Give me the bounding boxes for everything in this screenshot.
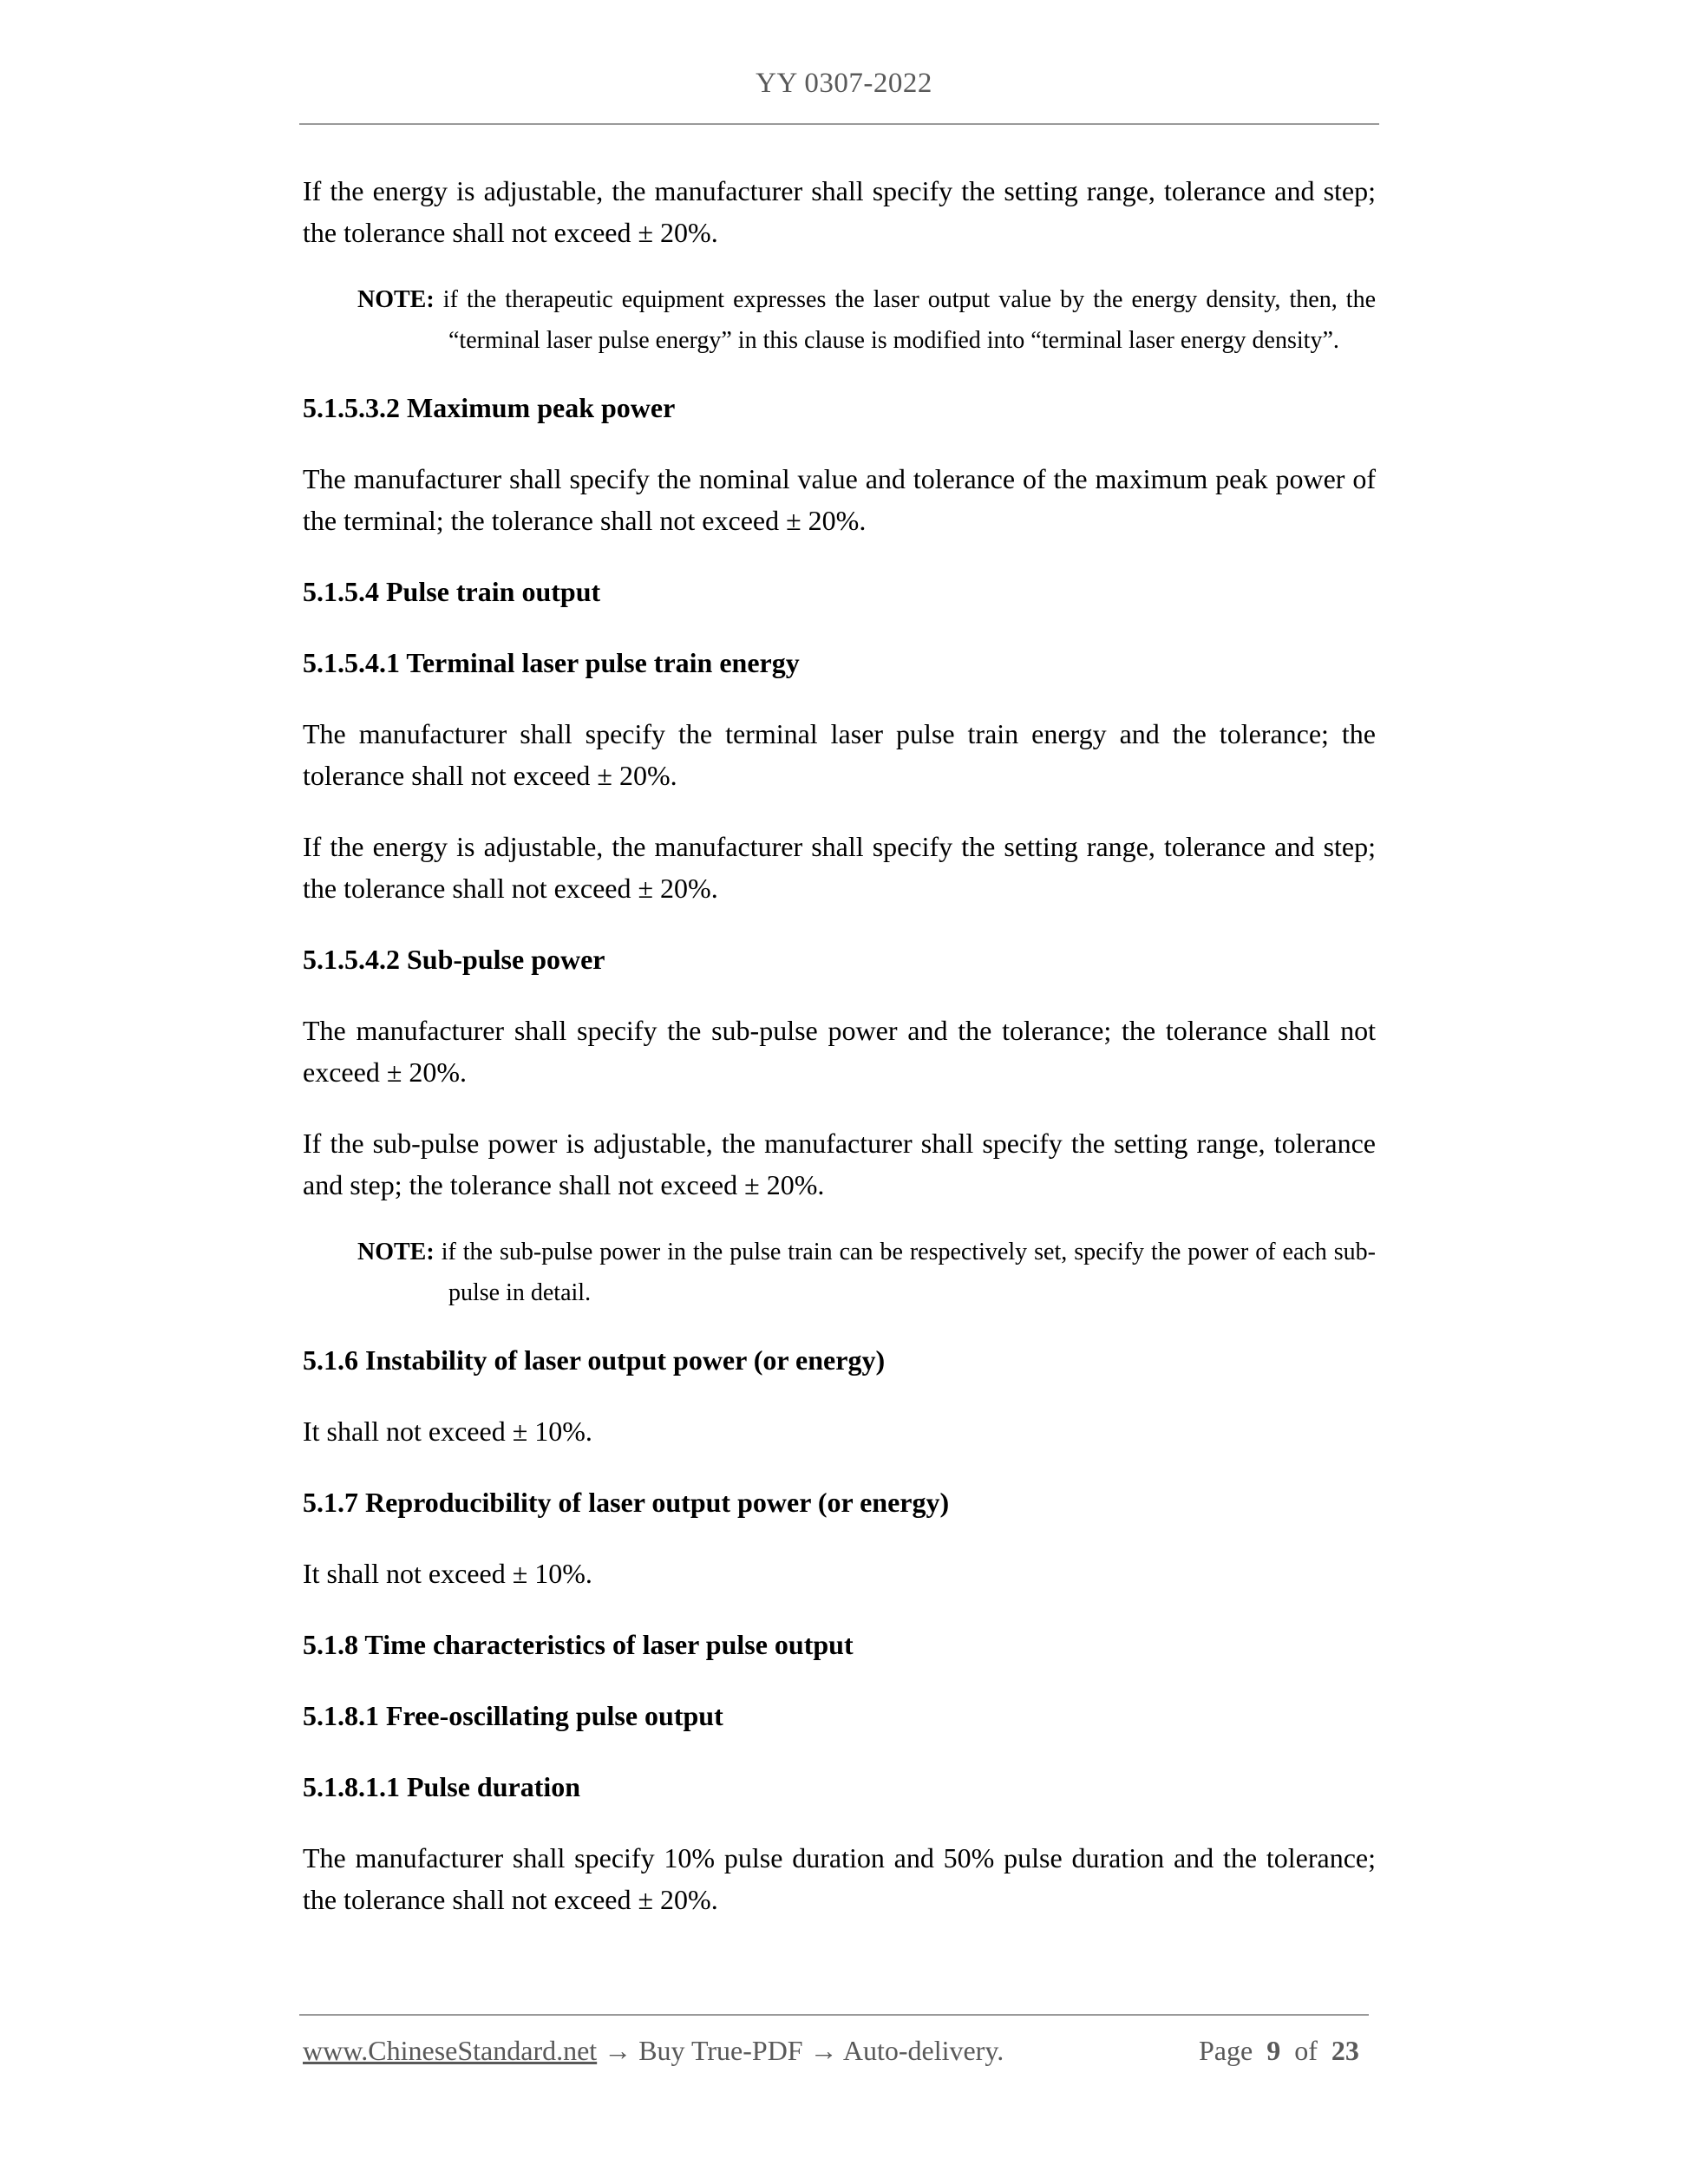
total-pages: 23 <box>1331 2035 1359 2066</box>
note <box>357 1232 1376 1313</box>
note-text: if the sub-pulse power in the pulse train can be respectively set, specify the power of each sub-pulse in detail. <box>441 1239 1377 1306</box>
note-label: NOTE: <box>357 286 435 313</box>
section-heading: 5.1.8.1 Free-oscillating pulse output <box>303 1700 723 1731</box>
paragraph: If the sub-pulse power is adjustable, the manufacturer shall specify the setting range, tolerance and step; the tolerance shall not exceed ± 20%. <box>303 1128 1376 1200</box>
section-heading: 5.1.8.1.1 Pulse duration <box>303 1771 581 1802</box>
paragraph: It shall not exceed ± 10%. <box>303 1558 592 1589</box>
footer-promo <box>303 2035 1004 2067</box>
paragraph: The manufacturer shall specify 10% pulse duration and 50% pulse duration and the tolerance; the tolerance shall not exceed ± 20%. <box>303 1842 1376 1915</box>
page-number: 9 <box>1266 2035 1281 2066</box>
footer-divider <box>299 2014 1369 2016</box>
paragraph: The manufacturer shall specify the nominal value and tolerance of the maximum peak power of the terminal; the tolerance shall not exceed ± 20%. <box>303 463 1376 536</box>
header-title: YY 0307-2022 <box>756 68 932 99</box>
note-label: NOTE: <box>357 1239 435 1265</box>
section-heading: 5.1.5.4 Pulse train output <box>303 576 601 607</box>
header-divider <box>299 123 1379 125</box>
section-heading: 5.1.5.4.1 Terminal laser pulse train energy <box>303 647 800 678</box>
document-body <box>303 170 1376 1950</box>
website-link[interactable]: www.ChineseStandard.net <box>303 2035 598 2066</box>
paragraph: The manufacturer shall specify the sub-pulse power and the tolerance; the tolerance shall not exceed ± 20%. <box>303 1015 1376 1088</box>
paragraph: If the energy is adjustable, the manufacturer shall specify the setting range, tolerance and step; the tolerance shall not exceed ± 20%. <box>303 175 1376 248</box>
paragraph: If the energy is adjustable, the manufacturer shall specify the setting range, tolerance and step; the tolerance shall not exceed ± 20%. <box>303 831 1376 904</box>
note <box>357 279 1376 361</box>
section-heading: 5.1.5.4.2 Sub-pulse power <box>303 944 605 975</box>
note-text: if the therapeutic equipment expresses the laser output value by the energy density, then, the “terminal laser pulse energy” in this clause is modified into “terminal laser energy density”. <box>442 286 1377 354</box>
section-heading: 5.1.6 Instability of laser output power (or energy) <box>303 1344 886 1376</box>
paragraph: It shall not exceed ± 10%. <box>303 1416 592 1447</box>
paragraph: The manufacturer shall specify the terminal laser pulse train energy and the tolerance; the tolerance shall not exceed ± 20%. <box>303 718 1376 791</box>
section-heading: 5.1.8 Time characteristics of laser pulse output <box>303 1629 854 1660</box>
page-indicator <box>1199 2035 1359 2067</box>
section-heading: 5.1.7 Reproducibility of laser output power (or energy) <box>303 1487 950 1518</box>
of-word: of <box>1294 2035 1318 2066</box>
footer-tagline: → Buy True-PDF → Auto-delivery. <box>597 2035 1004 2066</box>
section-heading: 5.1.5.3.2 Maximum peak power <box>303 392 676 423</box>
page-word: Page <box>1199 2035 1253 2066</box>
